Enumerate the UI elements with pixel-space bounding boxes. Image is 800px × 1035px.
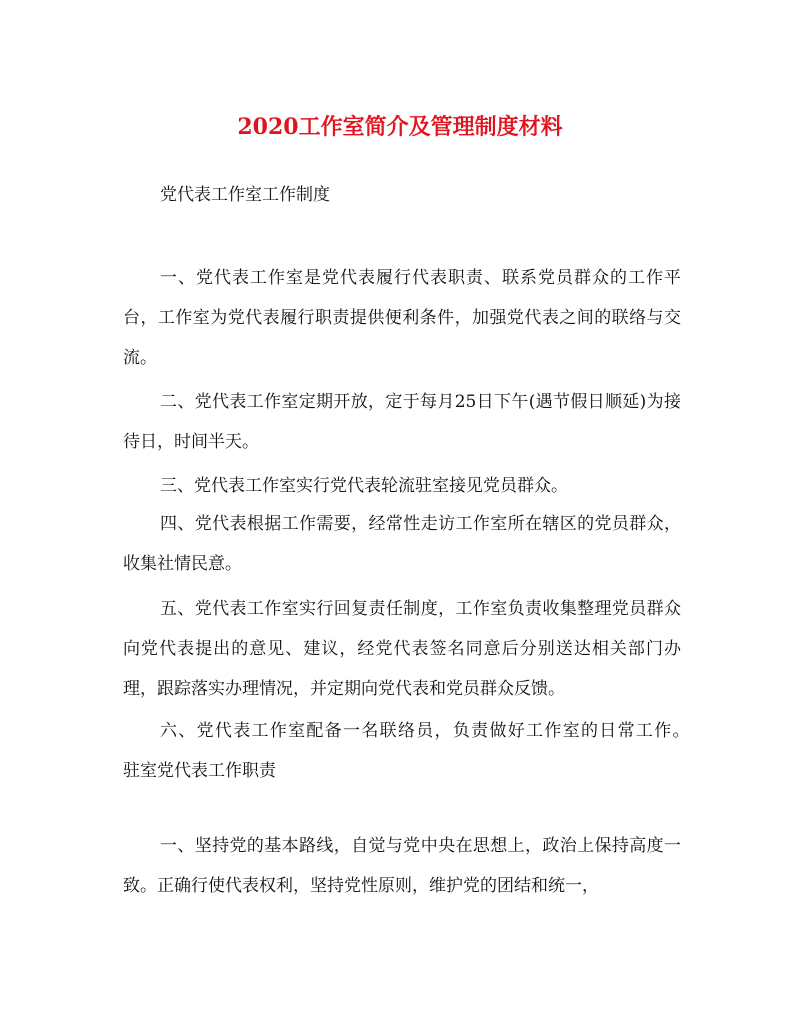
paragraph-7: 一、坚持党的基本路线，自觉与党中央在思想上，政治上保持高度一致。正确行使代表权利，坚持党性原则，维护党的团结和统一， [123,836,681,896]
paragraph-4: 四、党代表根据工作需要，经常性走访工作室所在辖区的党员群众，收集社情民意。 [123,514,681,574]
section-heading: 党代表工作室工作制度 [160,185,330,205]
paragraph-1: 一、党代表工作室是党代表履行代表职责、联系党员群众的工作平台，工作室为党代表履行职责提供便利条件，加强党代表之间的联络与交流。 [123,268,681,368]
document-title: 2020工作室简介及管理制度材料 [237,114,563,140]
paragraph-5: 五、党代表工作室实行回复责任制度，工作室负责收集整理党员群众向党代表提出的意见、建议，经党代表签名同意后分别送达相关部门办理，跟踪落实办理情况，并定期向党代表和党员群众反馈。 [123,599,681,699]
paragraph-6: 六、党代表工作室配备一名联络员，负责做好工作室的日常工作。 驻室党代表工作职责 [123,721,715,781]
paragraph-2: 二、党代表工作室定期开放，定于每月25日下午(遇节假日顺延)为接待日，时间半天。 [123,392,681,452]
paragraph-3: 三、党代表工作室实行党代表轮流驻室接见党员群众。 [160,476,568,496]
